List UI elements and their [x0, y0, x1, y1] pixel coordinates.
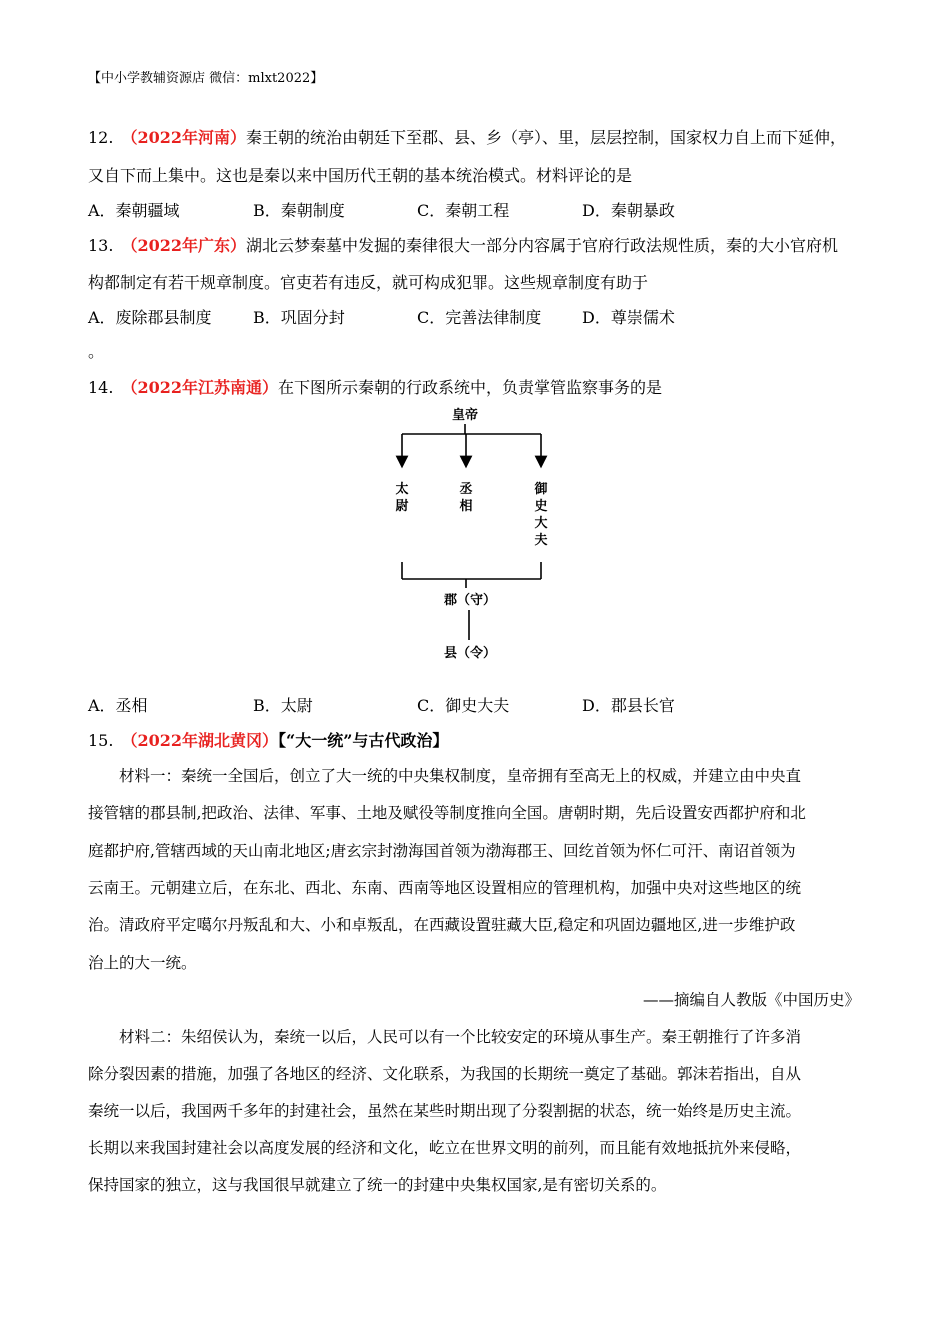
imperial-censor-node: 御史大夫	[534, 482, 548, 548]
question-13-line-2: 构都制定有若干规章制度。官吏若有违反，就可构成犯罪。这些规章制度有助于	[88, 273, 649, 292]
question-source: （2022年河南）	[121, 128, 246, 147]
question-14-line-1	[88, 378, 662, 398]
question-12-line-2: 又自下而上集中。这也是秦以来中国历代王朝的基本统治模式。材料评论的是	[88, 166, 633, 185]
material-1-line: 治。清政府平定噶尔丹叛乱和大、小和卓叛乱，在西藏设置驻藏大臣,稳定和巩固边疆地区,进一步维护政	[88, 916, 796, 934]
question-source: （2022年广东）	[121, 236, 246, 255]
emperor-node: 皇帝	[451, 408, 478, 423]
option-b: B．秦朝制度	[253, 201, 345, 220]
material-2-line: 除分裂因素的措施，加强了各地区的经济、文化联系，为我国的长期统一奠定了基础。郭沫若指出，自从	[88, 1065, 802, 1083]
material-1-line: 庭都护府,管辖西域的天山南北地区;唐玄宗封渤海国首领为渤海郡王、回纥首领为怀仁可汗、南诏首领为	[88, 842, 796, 860]
option-a: A．秦朝疆域	[88, 201, 180, 220]
question-source: （2022年江苏南通）	[121, 378, 278, 397]
option-c: C．完善法律制度	[417, 308, 542, 327]
page-header: 【中小学教辅资源店 微信：mlxt2022】	[88, 71, 324, 86]
trailing-mark: 。	[88, 342, 105, 361]
question-15-line-1	[88, 731, 448, 751]
question-text: 秦王朝的统治由朝廷下至郡、县、乡（亭）、里，层层控制，国家权力自上而下延伸，	[246, 128, 847, 147]
option-a: A．丞相	[88, 696, 148, 715]
material-1-source: ——摘编自人教版《中国历史》	[642, 991, 860, 1009]
question-text: 在下图所示秦朝的行政系统中，负责掌管监察事务的是	[278, 378, 663, 397]
question-number: 13.	[88, 236, 114, 255]
county-node: 县（令）	[443, 646, 496, 661]
option-a: A．废除郡县制度	[88, 308, 212, 327]
option-b: B．太尉	[253, 696, 313, 715]
chancellor-node: 丞相	[459, 482, 473, 514]
material-1-line: 接管辖的郡县制,把政治、法律、军事、土地及赋役等制度推向全国。唐朝时期，先后设置安西都护府和北	[88, 804, 806, 822]
option-c: C．秦朝工程	[417, 201, 510, 220]
material-1-line: 材料一：秦统一全国后，创立了大一统的中央集权制度，皇帝拥有至高无上的权威，并建立由中央直	[119, 767, 802, 785]
material-2-line: 秦统一以后，我国两千多年的封建社会，虽然在某些时期出现了分裂割据的状态，统一始终是历史主流。	[88, 1102, 802, 1120]
material-1-line: 云南王。元朝建立后，在东北、西北、东南、西南等地区设置相应的管理机构，加强中央对这些地区的统	[88, 879, 802, 897]
question-number: 12.	[88, 128, 114, 147]
option-c: C．御史大夫	[417, 696, 510, 715]
question-12-line-1	[88, 128, 846, 148]
commandery-node: 郡（守）	[443, 593, 496, 608]
grand-commandant-node: 太尉	[395, 482, 409, 514]
option-d: D．秦朝暴政	[582, 201, 675, 220]
question-text: 湖北云梦秦墓中发掘的秦律很大一部分内容属于官府行政法规性质，秦的大小官府机	[246, 236, 839, 255]
option-d: D．尊崇儒术	[582, 308, 675, 327]
question-number: 15.	[88, 731, 114, 750]
question-topic: 【“大一统”与古代政治】	[278, 731, 449, 750]
option-b: B．巩固分封	[253, 308, 345, 327]
material-2-line: 保持国家的独立，这与我国很早就建立了统一的封建中央集权国家,是有密切关系的。	[88, 1176, 667, 1194]
material-1-line: 治上的大一统。	[88, 954, 197, 972]
question-source: （2022年湖北黄冈）	[121, 731, 278, 750]
material-2-line: 长期以来我国封建社会以高度发展的经济和文化，屹立在世界文明的前列，而且能有效地抵抗外来侵略，	[88, 1139, 802, 1157]
material-2-line: 材料二：朱绍侯认为，秦统一以后，人民可以有一个比较安定的环境从事生产。秦王朝推行了许多消	[119, 1028, 802, 1046]
option-d: D．郡县长官	[582, 696, 675, 715]
question-13-line-1	[88, 236, 838, 256]
question-number: 14.	[88, 378, 114, 397]
